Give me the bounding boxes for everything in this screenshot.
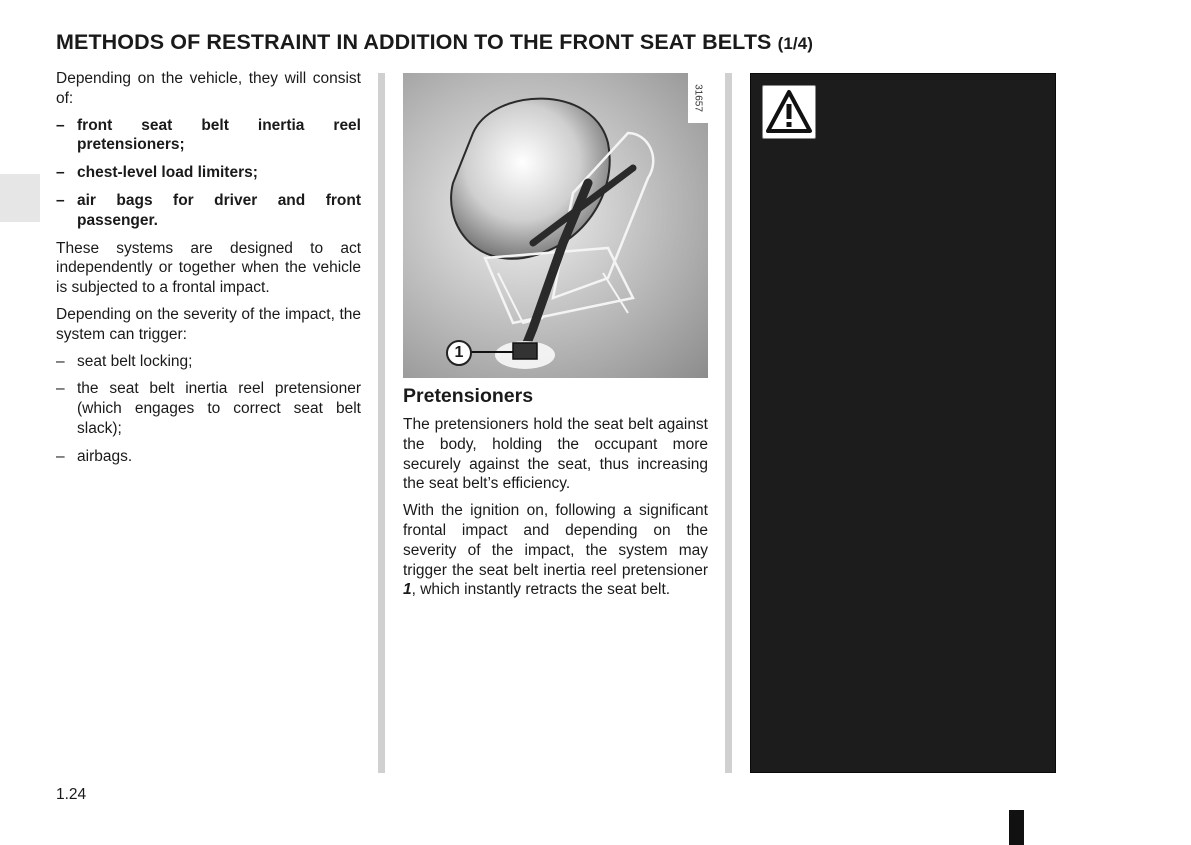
pretensioners-section bbox=[403, 384, 708, 607]
triggers-list-item: – seat belt locking; bbox=[56, 352, 361, 372]
warning-triangle-icon bbox=[762, 85, 816, 139]
systems-list bbox=[56, 116, 361, 231]
severity-intro-text: Depending on the severity of the impact, the system can trigger: bbox=[56, 305, 361, 343]
systems-list-item: – front seat belt inertia reel pretensioners; bbox=[56, 116, 361, 156]
systems-list-item: – chest-level load limiters; bbox=[56, 163, 361, 183]
page-title-part: (1/4) bbox=[777, 34, 814, 53]
pretensioners-text-2-start: With the ignition on, following a significant frontal impact and depending on the severity of the impact, the system may trigger the seat belt inertia reel pretensioner bbox=[403, 502, 708, 579]
pretensioner-unit bbox=[513, 343, 537, 359]
pretensioner-illustration bbox=[403, 73, 708, 378]
callout-1: 1 bbox=[446, 340, 472, 366]
design-note-text: These systems are designed to act independently or together when the vehicle is subjected to a frontal impact. bbox=[56, 239, 361, 297]
warning-panel bbox=[750, 73, 1056, 773]
seat-airbag-drawing bbox=[403, 73, 708, 378]
seat-frame-outline bbox=[498, 273, 628, 323]
pretensioners-text-2-end: , which instantly retracts the seat belt. bbox=[411, 581, 671, 599]
intro-text: Depending on the vehicle, they will consist of: bbox=[56, 70, 361, 107]
systems-list-item: – air bags for driver and front passenger. bbox=[56, 191, 361, 231]
figure-ref-code bbox=[688, 73, 708, 123]
triggers-list-item: – the seat belt inertia reel pretensioner (which engages to correct seat belt slack); bbox=[56, 379, 361, 438]
page-title-text: METHODS OF RESTRAINT IN ADDITION TO THE FRONT SEAT BELTS bbox=[56, 30, 772, 54]
pretensioners-text-2 bbox=[403, 501, 708, 600]
column-divider-right bbox=[725, 73, 732, 773]
pretensioners-text-1: The pretensioners hold the seat belt against the body, holding the occupant more securely against the seat, thus increasing the seat belt’s efficiency. bbox=[403, 416, 708, 493]
warning-triangle-glyph bbox=[763, 86, 815, 138]
triggers-list bbox=[56, 352, 361, 467]
figure-ref-code-text: 31657 bbox=[692, 84, 704, 112]
pretensioner-ref: 1 bbox=[403, 581, 412, 599]
pretensioners-heading: Pretensioners bbox=[403, 385, 534, 407]
column-divider-left bbox=[378, 73, 385, 773]
left-column bbox=[56, 69, 361, 475]
page-title bbox=[56, 30, 813, 55]
triggers-list-item: – airbags. bbox=[56, 447, 361, 467]
page-number: 1.24 bbox=[56, 786, 87, 803]
page-edge-mark bbox=[1009, 810, 1024, 845]
section-tab bbox=[0, 174, 40, 222]
